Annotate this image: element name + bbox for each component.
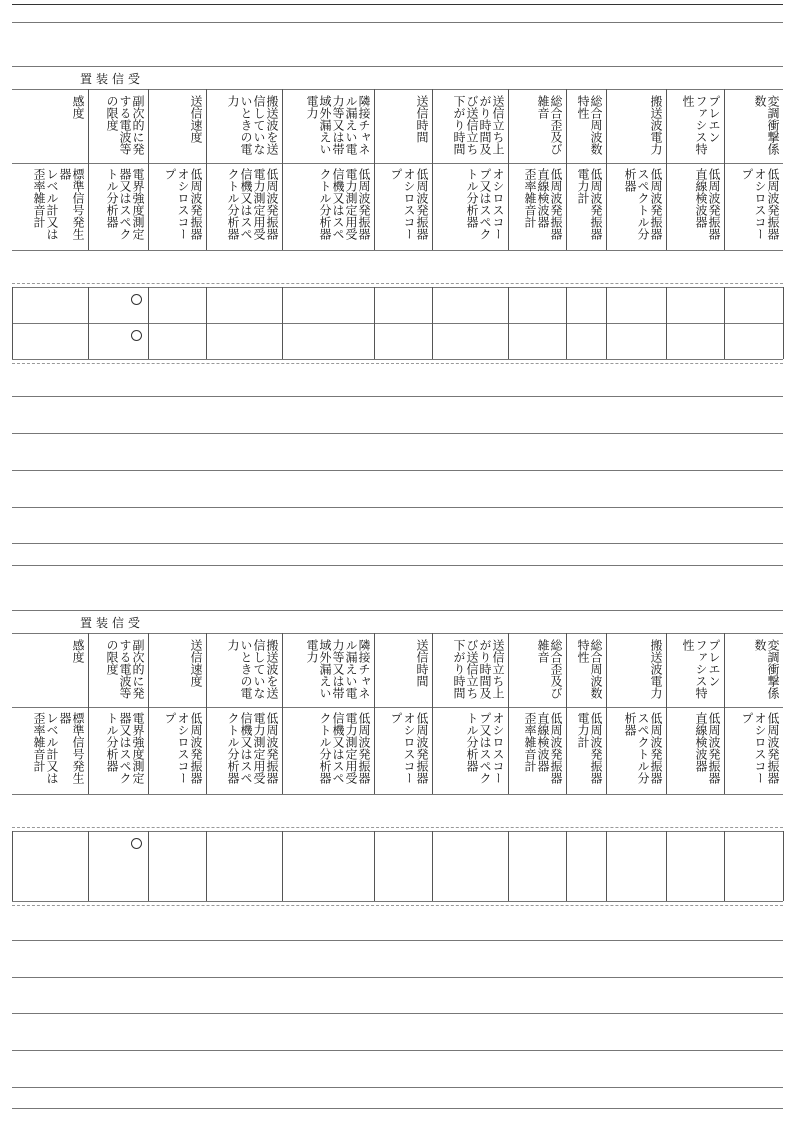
section-2-dash-bottom xyxy=(12,905,783,906)
row-column-line xyxy=(282,287,283,359)
row-column-line xyxy=(783,287,784,359)
header-column-line xyxy=(432,633,433,794)
equipment-label-9: 低周波発振器 電力計 xyxy=(576,712,603,784)
section-1-title-rule xyxy=(12,89,783,90)
row-column-line xyxy=(374,831,375,901)
applicable-mark xyxy=(131,838,142,849)
header-column-line xyxy=(606,89,607,250)
header-label-7: 送信立ち上 がり時間及 び送信立ち 下がり時間 xyxy=(452,95,505,155)
header-label-9: 総合周波数 特性 xyxy=(576,639,603,699)
section-1-top-rule xyxy=(12,66,783,67)
section-2-header-rule xyxy=(12,707,783,708)
row-column-line xyxy=(508,287,509,359)
header-column-line xyxy=(206,633,207,794)
row-column-line xyxy=(666,831,667,901)
section-2-title-rule xyxy=(12,633,783,634)
header-label-9: 総合周波数 特性 xyxy=(576,95,603,155)
header-label-8: 総合歪及び 雑音 xyxy=(536,639,563,699)
section-2-title: 置装信受 xyxy=(80,616,145,630)
header-column-line xyxy=(566,89,567,250)
row-column-line xyxy=(12,831,13,901)
header-column-line xyxy=(88,633,89,794)
row-column-line xyxy=(88,287,89,359)
header-label-7: 送信立ち上 がり時間及 び送信立ち 下がり時間 xyxy=(452,639,505,699)
row-column-line xyxy=(724,831,725,901)
equipment-label-9: 低周波発振器 電力計 xyxy=(576,168,603,240)
header-label-11: プレエン ファシス特 性 xyxy=(681,95,721,155)
header-column-line xyxy=(206,89,207,250)
header-column-line xyxy=(148,89,149,250)
section-1-blank-rule-3 xyxy=(12,470,783,471)
section-2-blank-rule-2 xyxy=(12,977,783,978)
section-2-top-rule xyxy=(12,610,783,611)
row-column-line xyxy=(606,831,607,901)
equipment-label-8: 低周波発振器 直線検波器 歪率雑音計 xyxy=(523,712,563,784)
row-column-line xyxy=(508,831,509,901)
equipment-label-6: 低周波発振器 オシロスコー プ xyxy=(389,712,429,784)
equipment-label-10: 低周波発振器 スペクトル分 析器 xyxy=(623,712,663,784)
section-1-blank-rule-6 xyxy=(12,565,783,566)
header-label-5: 隣接チャネ ル漏えい電 力等又は帯 域外漏えい 電力 xyxy=(305,95,371,155)
header-label-1: 感度 xyxy=(71,95,85,119)
row-column-line xyxy=(724,287,725,359)
top-rule-2 xyxy=(12,22,783,23)
header-label-10: 搬送波電力 xyxy=(649,95,663,155)
header-column-line xyxy=(282,633,283,794)
row-column-line xyxy=(206,831,207,901)
equipment-label-5: 低周波発振器 電力測定用受 信機又はスペ クトル分析器 xyxy=(318,168,371,240)
header-column-line xyxy=(606,633,607,794)
row-column-line xyxy=(88,831,89,901)
section-1-header-bottom-rule xyxy=(12,250,783,251)
header-column-line xyxy=(282,89,283,250)
equipment-label-4: 低周波発振器 電力測定用受 信機又はスペ クトル分析器 xyxy=(226,712,279,784)
header-column-line xyxy=(374,89,375,250)
header-label-12: 変調衝撃係 数 xyxy=(753,95,780,155)
header-label-8: 総合歪及び 雑音 xyxy=(536,95,563,155)
header-label-4: 搬送波を送 信していな いときの電 力 xyxy=(226,639,279,699)
equipment-label-1: 標準信号発生 器 レベル計又は 歪率雑音計 xyxy=(32,168,85,240)
section-1-blank-rule-5 xyxy=(12,543,783,544)
applicable-mark xyxy=(131,330,142,341)
header-label-10: 搬送波電力 xyxy=(649,639,663,699)
header-label-3: 送信速度 xyxy=(189,95,203,143)
equipment-label-8: 低周波発振器 直線検波器 歪率雑音計 xyxy=(523,168,563,240)
section-1-blank-rule-4 xyxy=(12,507,783,508)
equipment-label-1: 標準信号発生 器 レベル計又は 歪率雑音計 xyxy=(32,712,85,784)
section-2-blank-rule-4 xyxy=(12,1050,783,1051)
equipment-label-5: 低周波発振器 電力測定用受 信機又はスペ クトル分析器 xyxy=(318,712,371,784)
row-column-line xyxy=(566,831,567,901)
header-column-line xyxy=(666,633,667,794)
equipment-label-2: 電界強度測定 器又はスペク トル分析器 xyxy=(105,712,145,784)
row-column-line xyxy=(148,831,149,901)
header-label-5: 隣接チャネ ル漏えい電 力等又は帯 域外漏えい 電力 xyxy=(305,639,371,699)
equipment-label-4: 低周波発振器 電力測定用受 信機又はスペ クトル分析器 xyxy=(226,168,279,240)
header-column-line xyxy=(374,633,375,794)
row-column-line xyxy=(432,831,433,901)
row-column-line xyxy=(432,287,433,359)
header-label-11: プレエン ファシス特 性 xyxy=(681,639,721,699)
header-label-1: 感度 xyxy=(71,639,85,663)
row-column-line xyxy=(666,287,667,359)
header-column-line xyxy=(148,633,149,794)
equipment-label-2: 電界強度測定 器又はスペク トル分析器 xyxy=(105,168,145,240)
section-2-dash-top xyxy=(12,827,783,828)
header-label-6: 送信時間 xyxy=(415,639,429,687)
row-column-line xyxy=(374,287,375,359)
header-column-line xyxy=(508,633,509,794)
section-1-dash-bottom xyxy=(12,363,783,364)
section-1-blank-rule-1 xyxy=(12,396,783,397)
equipment-label-7: オシロスコー プ又はスペク トル分析器 xyxy=(465,168,505,240)
section-1-row-bottom xyxy=(12,359,783,360)
section-2-blank-rule-6 xyxy=(12,1108,783,1109)
equipment-label-3: 低周波発振器 オシロスコー プ xyxy=(163,168,203,240)
section-1-row-mid xyxy=(12,323,783,324)
row-column-line xyxy=(148,287,149,359)
section-2-row-top xyxy=(12,831,783,832)
section-2-blank-rule-1 xyxy=(12,940,783,941)
section-2-row-bottom xyxy=(12,901,783,902)
section-2-blank-rule-5 xyxy=(12,1087,783,1088)
header-column-line xyxy=(508,89,509,250)
header-label-3: 送信速度 xyxy=(189,639,203,687)
header-label-6: 送信時間 xyxy=(415,95,429,143)
row-column-line xyxy=(206,287,207,359)
header-column-line xyxy=(88,89,89,250)
equipment-label-10: 低周波発振器 スペクトル分 析器 xyxy=(623,168,663,240)
section-2-header-bottom-rule xyxy=(12,794,783,795)
equipment-label-12: 低周波発振器 オシロスコー プ xyxy=(740,168,780,240)
section-2-blank-rule-3 xyxy=(12,1013,783,1014)
section-1-dash-top xyxy=(12,283,783,284)
header-column-line xyxy=(724,633,725,794)
header-label-12: 変調衝撃係 数 xyxy=(753,639,780,699)
row-column-line xyxy=(566,287,567,359)
equipment-label-3: 低周波発振器 オシロスコー プ xyxy=(163,712,203,784)
row-column-line xyxy=(606,287,607,359)
header-column-line xyxy=(566,633,567,794)
header-label-4: 搬送波を送 信していな いときの電 力 xyxy=(226,95,279,155)
header-column-line xyxy=(432,89,433,250)
header-label-2: 副次的に発 する電波等 の限度 xyxy=(105,95,145,155)
row-column-line xyxy=(282,831,283,901)
header-label-2: 副次的に発 する電波等 の限度 xyxy=(105,639,145,699)
equipment-label-6: 低周波発振器 オシロスコー プ xyxy=(389,168,429,240)
row-column-line xyxy=(12,287,13,359)
applicable-mark xyxy=(131,294,142,305)
header-column-line xyxy=(666,89,667,250)
equipment-label-7: オシロスコー プ又はスペク トル分析器 xyxy=(465,712,505,784)
section-1-blank-rule-2 xyxy=(12,433,783,434)
equipment-label-11: 低周波発振器 直線検波器 xyxy=(694,712,721,784)
row-column-line xyxy=(783,831,784,901)
section-1-row-top xyxy=(12,287,783,288)
section-1-header-rule xyxy=(12,163,783,164)
section-1-title: 置装信受 xyxy=(80,72,145,86)
equipment-label-11: 低周波発振器 直線検波器 xyxy=(694,168,721,240)
header-column-line xyxy=(724,89,725,250)
page-top-rule xyxy=(12,4,783,5)
equipment-label-12: 低周波発振器 オシロスコー プ xyxy=(740,712,780,784)
